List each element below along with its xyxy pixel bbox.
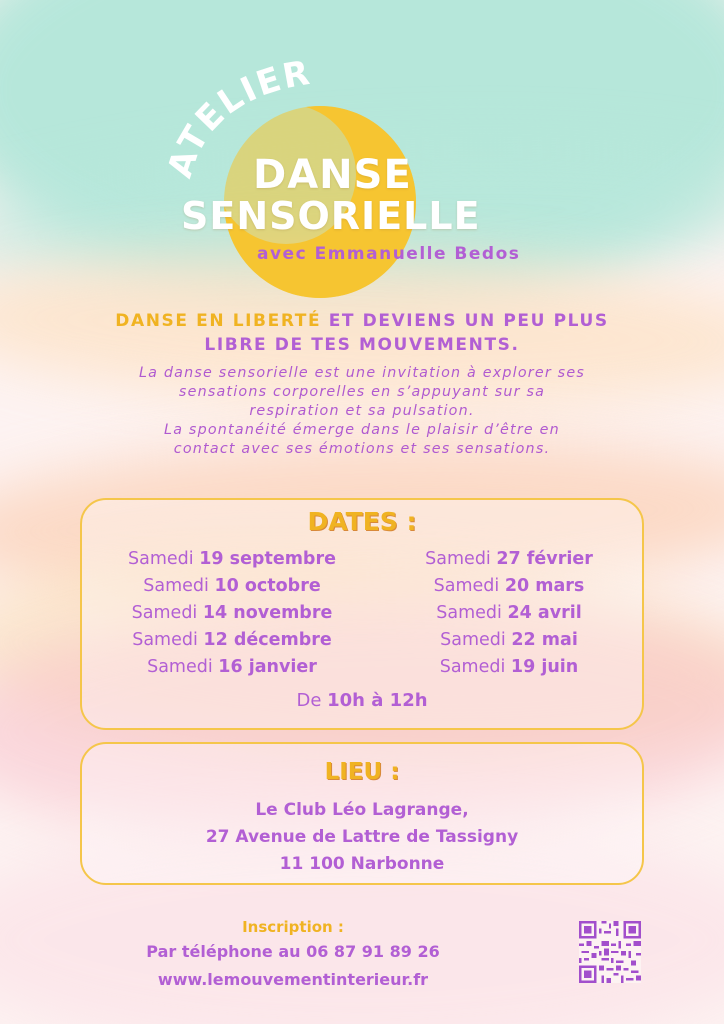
date-item: Samedi 14 novembre	[131, 603, 333, 623]
date-item: Samedi 19 septembre	[128, 549, 336, 569]
dates-right-column	[379, 546, 639, 681]
phone-link[interactable]: Par téléphone au 06 87 91 89 26	[146, 942, 440, 961]
dates-title: DATES :	[307, 507, 417, 536]
headline-line2: LIBRE DE TES MOUVEMENTS.	[204, 335, 520, 355]
date-item: Samedi 22 mai	[440, 630, 578, 650]
date-item: Samedi 12 décembre	[132, 630, 332, 650]
location-address	[82, 797, 642, 878]
date-item: Samedi 24 avril	[436, 603, 582, 623]
inscription-block	[120, 916, 466, 994]
date-item: Samedi 20 mars	[433, 576, 585, 596]
intro-line: contact avec ses émotions et ses sensations.	[173, 441, 551, 457]
subtitle-facilitator: avec Emmanuelle Bedos	[257, 244, 521, 264]
title-danse: DANSE	[253, 152, 412, 198]
dates-box	[80, 498, 644, 730]
address-line: 27 Avenue de Lattre de Tassigny	[205, 827, 519, 847]
atelier-text: ATELIER	[159, 52, 315, 183]
session-hours: De 10h à 12h	[296, 690, 428, 711]
headline	[60, 309, 664, 357]
dates-left-column	[102, 546, 362, 681]
intro-line: La spontanéité émerge dans le plaisir d’être en	[164, 422, 560, 438]
qr-code-icon[interactable]	[579, 921, 641, 983]
date-item: Samedi 27 février	[425, 549, 593, 569]
location-box	[80, 742, 644, 885]
address-line: Le Club Léo Lagrange,	[255, 800, 469, 820]
headline-rest: ET DEVIENS UN PEU PLUS	[321, 311, 609, 331]
date-item: Samedi 16 janvier	[147, 657, 317, 677]
inscription-title: Inscription :	[242, 918, 344, 936]
intro-line: sensations corporelles en s’appuyant sur sa	[178, 384, 546, 400]
intro-line: respiration et sa pulsation.	[249, 403, 475, 419]
title-sensorielle: SENSORIELLE	[181, 194, 481, 238]
intro-paragraph	[70, 364, 654, 459]
headline-highlight: DANSE EN LIBERTÉ	[115, 311, 322, 331]
location-title: LIEU :	[324, 759, 400, 785]
date-item: Samedi 10 octobre	[143, 576, 321, 596]
date-item: Samedi 19 juin	[439, 657, 579, 677]
website-link[interactable]: www.lemouvementinterieur.fr	[157, 970, 429, 989]
address-line: 11 100 Narbonne	[279, 854, 445, 874]
intro-line: La danse sensorielle est une invitation à explorer ses	[139, 365, 585, 381]
